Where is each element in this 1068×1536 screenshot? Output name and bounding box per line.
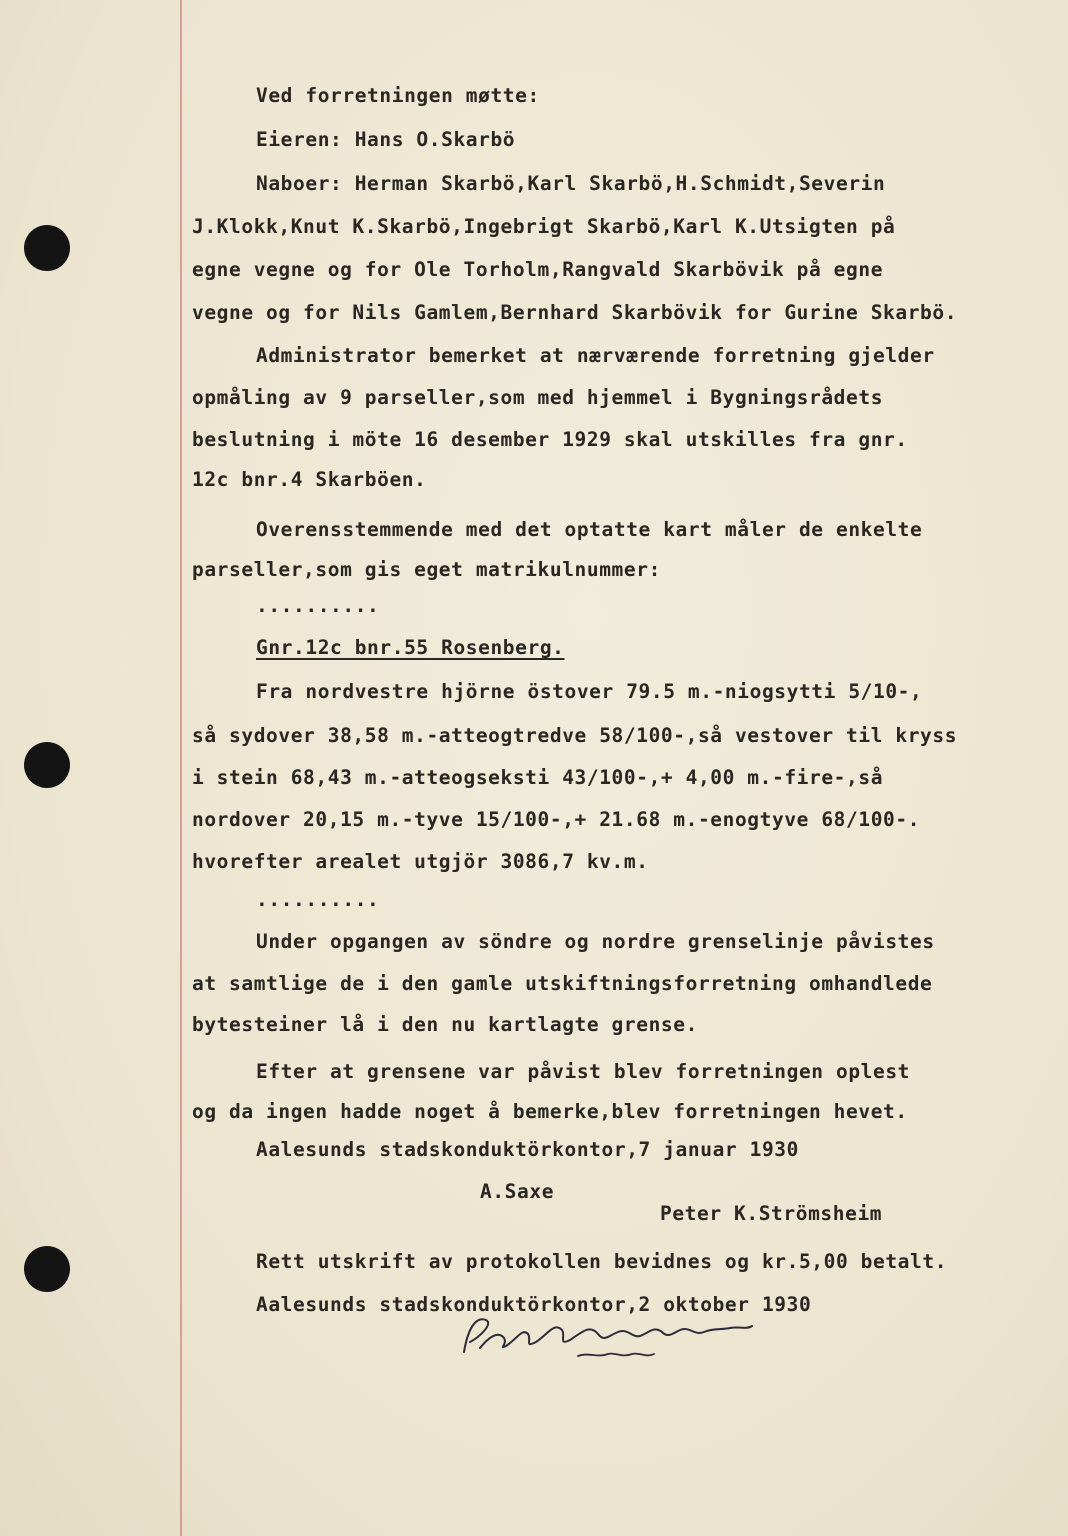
handwritten-signature [458,1308,758,1368]
place-date: Aalesunds stadskonduktörkontor,7 januar 1930 [256,1138,799,1161]
text-line: Administrator bemerket at nærværende forretning gjelder [256,344,935,367]
text-line: Ved forretningen møtte: [256,84,540,107]
text-line: egne vegne og for Ole Torholm,Rangvald Skarbövik på egne [192,258,884,281]
signatory-name: A.Saxe [480,1180,555,1203]
text-line: Efter at grensene var påvist blev forretningen oplest [256,1060,911,1083]
text-line: hvorefter arealet utgjör 3086,7 kv.m. [192,850,649,873]
signatory-name: Peter K.Strömsheim [660,1202,883,1225]
text-line: Overensstemmende med det optatte kart måler de enkelte [256,518,923,541]
text-line: J.Klokk,Knut K.Skarbö,Ingebrigt Skarbö,Karl K.Utsigten på [192,215,896,238]
text-line: bytesteiner lå i den nu kartlagte grense. [192,1013,698,1036]
margin-rule [180,0,182,1536]
parcel-heading: Gnr.12c bnr.55 Rosenberg. [256,636,565,659]
certification-line: Rett utskrift av protokollen bevidnes og kr.5,00 betalt. [256,1250,948,1273]
text-line: Under opgangen av söndre og nordre grenselinje påvistes [256,930,935,953]
text-line: så sydover 38,58 m.-atteogtredve 58/100-,så vestover til kryss [192,724,958,747]
text-line: beslutning i möte 16 desember 1929 skal utskilles fra gnr. [192,428,908,451]
punch-hole-top [24,225,70,271]
text-line: og da ingen hadde noget å bemerke,blev forretningen hevet. [192,1100,908,1123]
text-line: Naboer: Herman Skarbö,Karl Skarbö,H.Schmidt,Severin [256,172,886,195]
text-line: opmåling av 9 parseller,som med hjemmel i Bygningsrådets [192,386,884,409]
punch-hole-middle [24,742,70,788]
separator-dots: .......... [256,888,380,911]
text-line: Eieren: Hans O.Skarbö [256,128,516,151]
place-date: Aalesunds stadskonduktörkontor,2 oktober 1930 [256,1293,812,1316]
text-line: Fra nordvestre hjörne östover 79.5 m.-niogsytti 5/10-, [256,680,923,703]
text-line: nordover 20,15 m.-tyve 15/100-,+ 21.68 m.-enogtyve 68/100-. [192,808,921,831]
text-line: at samtlige de i den gamle utskiftningsforretning omhandlede [192,972,933,995]
text-line: i stein 68,43 m.-atteogseksti 43/100-,+ 4,00 m.-fire-,så [192,766,884,789]
text-line: 12c bnr.4 Skarböen. [192,468,427,491]
punch-hole-bottom [24,1246,70,1292]
separator-dots: .......... [256,594,380,617]
text-line: vegne og for Nils Gamlem,Bernhard Skarbövik for Gurine Skarbö. [192,301,958,324]
text-line: parseller,som gis eget matrikulnummer: [192,558,661,581]
